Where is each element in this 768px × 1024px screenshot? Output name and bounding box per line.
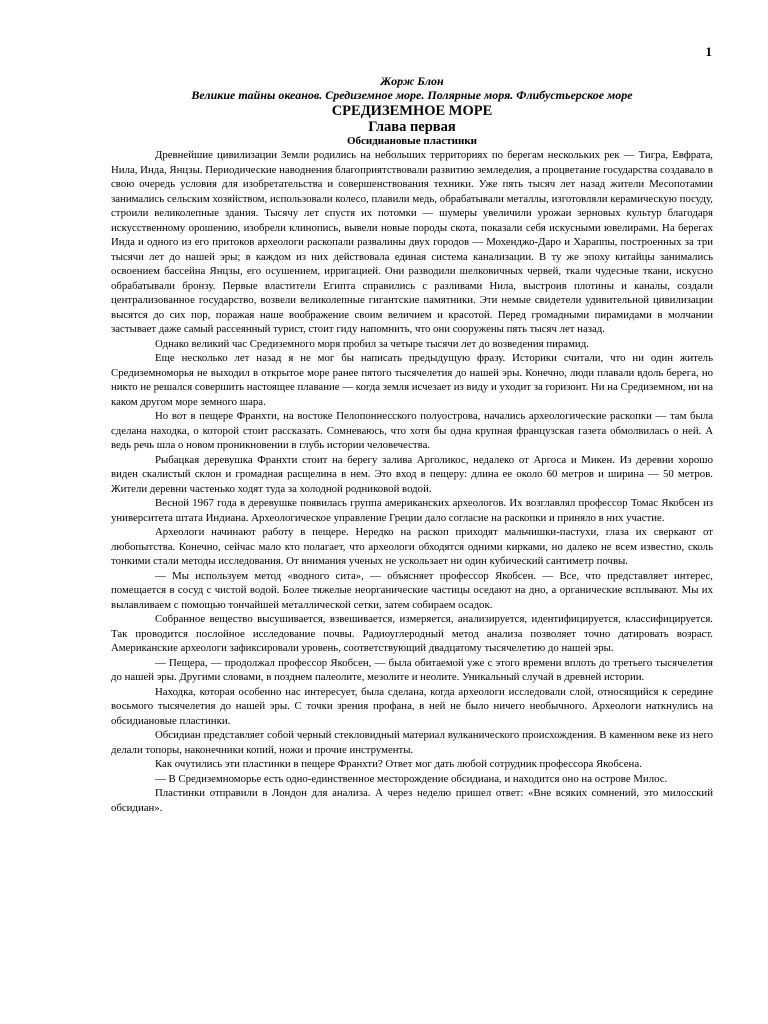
paragraph: Находка, которая особенно нас интересует, была сделана, когда археологи исследовали слой, относящийся к середине восьмого тысячелетия до нашей эры. С точки зрения профана, в ней не было ничего необычного. Археологи наткнулись на обсидиановые пластинки. xyxy=(111,685,713,727)
section-title: Обсидиановые пластинки xyxy=(346,135,478,147)
book-title: Великие тайны океанов. Средиземное море. Полярные моря. Флибустьерское море xyxy=(191,88,633,102)
page-number: 1 xyxy=(705,44,712,59)
paragraph: Пластинки отправили в Лондон для анализа. А через неделю пришел ответ: «Вне всяких сомнений, это милосский обсидиан». xyxy=(111,787,713,814)
paragraph: Как очутились эти пластинки в пещере Франхти? Ответ мог дать любой сотрудник профессора Якобсена. xyxy=(155,758,642,770)
paragraph: Обсидиан представляет собой черный стекловидный материал вулканического происхождения. В каменном веке из него делали топоры, наконечники копий, ножи и прочие инструменты. xyxy=(111,729,713,756)
paragraph: — Мы используем метод «водного сита», — объясняет профессор Якобсен. — Все, что представляет интерес, помещается в сосуд с чистой водой. Более тяжелые неорганические частицы оседают на дно, а органические всплывают. Мы их вылавливаем с помощью тончайшей металлической сетки, затем собираем осадок. xyxy=(111,569,713,611)
paragraph: Но вот в пещере Франхти, на востоке Пелопоннесского полуострова, начались археологические раскопки — там была сделана находка, о которой стоит рассказать. Сомневаюсь, что хотя бы одна крупная французская газета обмолвилась о ней. А ведь речь шла о новом проникновении в глубь истории человечества. xyxy=(111,410,713,451)
paragraph: Еще несколько лет назад я не мог бы написать предыдущую фразу. Историки считали, что ни один житель Средиземноморья не выходил в открытое море ранее пятого тысячелетия до нашей эры. Конечно, люди плавали вдоль берега, но никто не решался совершить настоящее плавание — когда земля исчезает из виду и уходит за горизонт. Ни на Средиземном, ни на каком другом море земного шара. xyxy=(111,352,713,408)
paragraph: Древнейшие цивилизации Земли родились на небольших территориях по берегам нескольких рек — Тигра, Евфрата, Нила, Инда, Янцзы. Периодические наводнения благоприятствовали развитию земледелия, а процветание государства создавало в свою очередь условия для изобретательства и совершенствования техники. Уже пять тысяч лет назад жители Месопотамии занимались сельским хозяйством, использовали колесо, плавили медь, обрабатывали металлы, изготовляли керамическую посуду, строили великолепные здания. Тысячу лет спустя их потомки — шумеры увеличили урожаи зерновых культур благодаря искусственному орошению, изобрели клинопись, вывели новые породы скота, показали себя искусными ювелирами. На берегах Инда и одного из его притоков археологи раскопали развалины двух городов — Мохенджо-Даро и Хараппы, построенных за три тысячи лет до нашей эры; в каждом из них действовала единая система канализации. В ту же эпоху китайцы занимались освоением бассейна Янцзы, его осушением, ирригацией. Они разводили шелковичных червей, ткали чудесные ткани, искусно обрабатывали бронзу. Первые властители Египта справились с разливами Нила, выстроив плотины и каналы, создали централизованное государство, возвели великолепные гигантские памятники. Эти немые свидетели удивительной цивилизации высятся до сих пор, поражая наше воображение своим величием и красотой. Перед громадными пирамидами в молчании застывает даже самый рассеянный турист, стоит гиду напомнить, что они сооружены пять тысяч лет назад. xyxy=(111,149,713,335)
part-title: СРЕДИЗЕМНОЕ МОРЕ xyxy=(331,103,493,119)
author-name: Жорж Блон xyxy=(380,74,444,88)
paragraph: Собранное вещество высушивается, взвешивается, измеряется, анализируется, идентифицируется, классифицируется. Так проводится послойное исследование почвы. Радиоуглеродный метод анализа позволяет точно датировать возраст. Американские археологи зафиксировали уровень, соответствующий двадцатому тысячелетию до нашей эры. xyxy=(111,613,713,654)
paragraph: — Пещера, — продолжал профессор Якобсен, — была обитаемой уже с этого времени вплоть до третьего тысячелетия до нашей эры. Другими словами, в позднем палеолите, мезолите и неолите. Уникальный случай в древней истории. xyxy=(111,656,713,683)
chapter-title: Глава первая xyxy=(368,119,456,135)
body-text xyxy=(111,148,713,815)
paragraph: Рыбацкая деревушка Франхти стоит на берегу залива Арголикос, недалеко от Аргоса и Микен. Из деревни хорошо виден скалистый склон и громадная расщелина в нем. Это вход в пещеру: длина ее около 60 метров и ширина — 50 метров. Жители деревни частенько ходят туда за холодной родниковой водой. xyxy=(111,453,713,495)
paragraph: Археологи начинают работу в пещере. Нередко на раскоп приходят мальчишки-пастухи, глаза их сверкают от любопытства. Конечно, сейчас мало кто полагает, что археологи обходятся одними кирками, но далеко не всем известно, сколь тонкими стали методы исследования. От внимания ученых не ускользает ни один кубический сантиметр почвы. xyxy=(111,526,713,567)
paragraph: — В Средиземноморье есть одно-единственное месторождение обсидиана, и находится оно на острове Милос. xyxy=(155,772,668,785)
paragraph: Весной 1967 года в деревушке появилась группа американских археологов. Их возглавлял профессор Томас Якобсен из университета штата Индиана. Археологическое управление Греции дало согласие на раскопки и приняло в них участие. xyxy=(111,497,713,524)
document-body xyxy=(111,74,713,815)
paragraph: Однако великий час Средиземного моря пробил за четыре тысячи лет до возведения пирамид. xyxy=(155,337,589,350)
